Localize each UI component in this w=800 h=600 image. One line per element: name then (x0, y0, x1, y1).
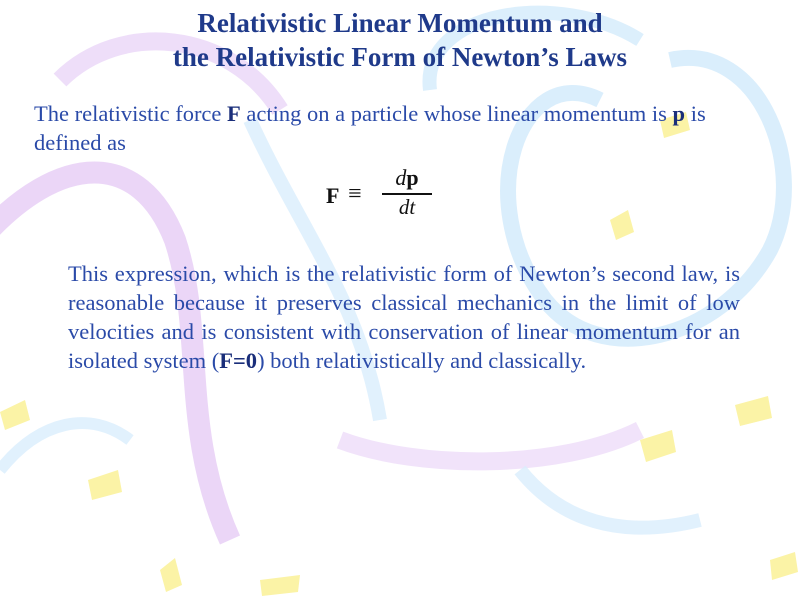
title-line-1: Relativistic Linear Momentum and (197, 8, 603, 38)
intro-text-3: is defined as (34, 101, 706, 155)
equation-operator: ≡ (348, 181, 362, 207)
streamer-blue-left (0, 423, 130, 470)
numerator-p: p (406, 165, 419, 190)
title-line-2: the Relativistic Form of Newton’s Laws (172, 42, 628, 72)
body-text-1: This expression, which is the relativistic form of Newton’s second law, is reasonable because it preserves classical mechanics in the limit of low velocities and is consistent with conservation of linear momentum for an isolated system ( (68, 261, 740, 373)
force-symbol: F (227, 101, 241, 126)
body-text-2: ) both relativistically and classically. (257, 348, 587, 373)
momentum-symbol: p (672, 101, 686, 126)
confetti-yellow-4 (640, 430, 676, 462)
intro-text-2: acting on a particle whose linear momentum is (240, 101, 673, 126)
confetti-yellow-6 (260, 575, 300, 596)
slide-title (0, 6, 800, 74)
numerator-d: d (395, 165, 407, 190)
force-definition-equation (326, 165, 466, 225)
confetti-yellow-2 (88, 470, 122, 500)
equation-denominator: dt (398, 195, 416, 219)
confetti-yellow-5 (735, 396, 772, 426)
intro-text-1: The relativistic force (34, 101, 228, 126)
confetti-yellow-1 (0, 400, 30, 430)
explanation-paragraph (68, 259, 740, 375)
intro-paragraph (34, 99, 778, 157)
streamer-blue-lower-right (520, 470, 700, 528)
confetti-yellow-9 (770, 552, 798, 580)
isolated-condition: F=0 (219, 348, 258, 373)
streamer-purple-bottom (340, 430, 640, 461)
confetti-yellow-7 (610, 210, 634, 240)
equation-numerator (382, 165, 432, 191)
equation-lhs: F (326, 183, 340, 208)
confetti-yellow-3 (160, 558, 182, 592)
